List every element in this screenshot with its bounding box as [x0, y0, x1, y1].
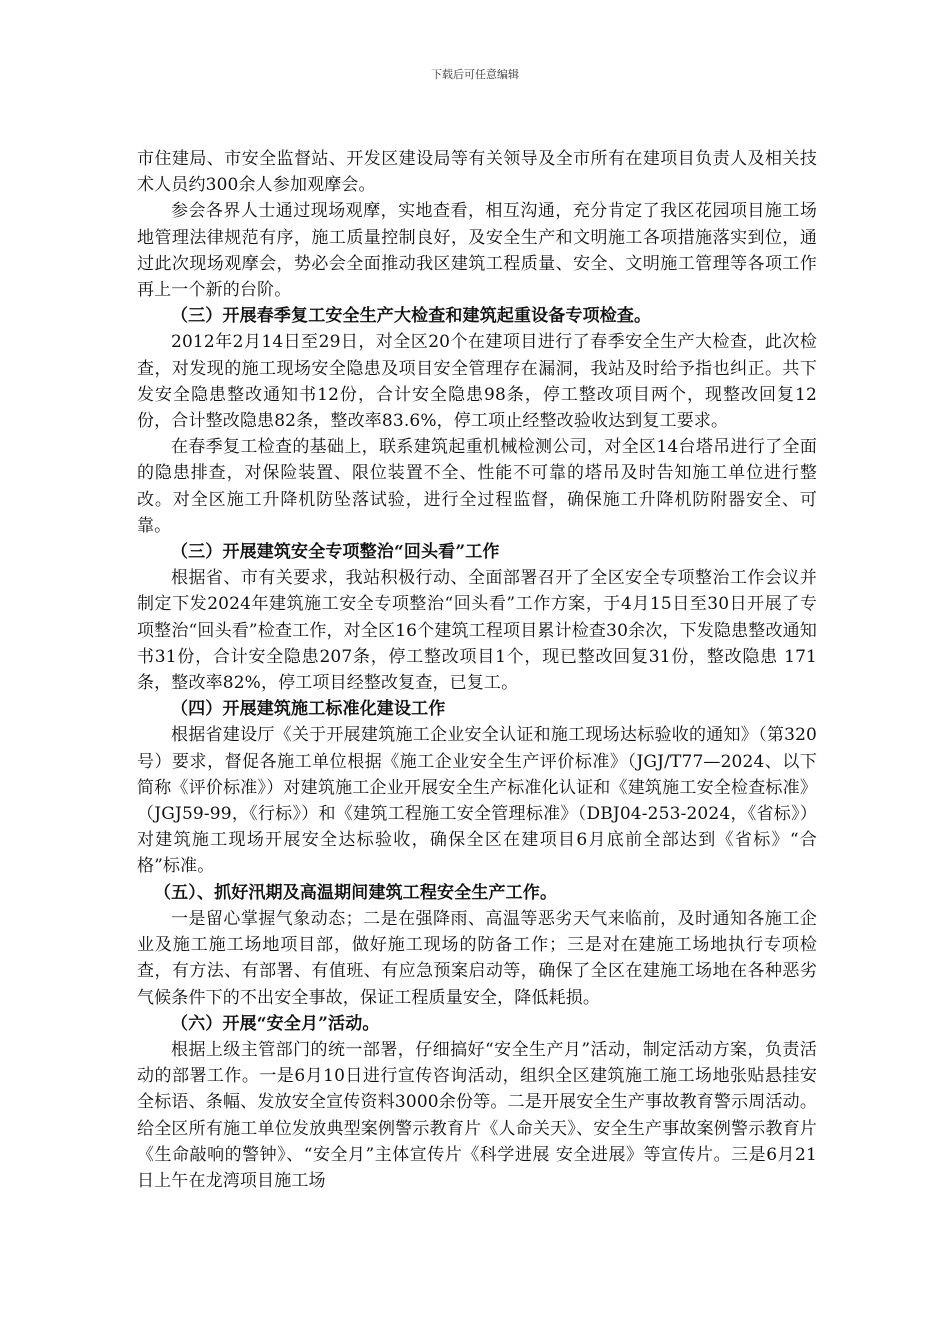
paragraph-spring-inspection: 2012年2月14日至29日，对全区20个在建项目进行了春季安全生产大检查，此次检查，对发现的施工现场安全隐患及项目安全管理存在漏洞，我站及时给予指也纠正。共下发安全隐患整改通知书12份，合计安全隐患98条，停工整改项目两个，现整改回复12份，合计整改隐患82条，整改率83.6%，停工项止经整改验收达到复工要求。 — [137, 332, 817, 432]
paragraph-observation-outcome: 参会各界人士通过现场观摩，实地查看，相互沟通，充分肯定了我区花园项目施工场地管理法律规范有序，施工质量控制良好，及安全生产和文明施工各项措施落实到位，通过此次现场观摩会，势必会全面推动我区建筑工程质量、安全、文明施工管理等各项工作再上一个新的台阶。 — [137, 201, 817, 301]
paragraph-crane-inspection: 在春季复工检查的基础上，联系建筑起重机械检测公司，对全区14台塔吊进行了全面的隐患排查，对保险装置、限位装置不全、性能不可靠的塔吊及时告知施工单位进行整改。对全区施工升降机防坠落试验，进行全过程监督，确保施工升降机防附器安全、可靠。 — [137, 437, 817, 536]
section-heading-standardization: （四）开展建筑施工标准化建设工作 — [171, 699, 446, 720]
paragraph-standardization: 根据省建设厅《关于开展建筑施工企业安全认证和施工现场达标验收的通知》（第320号）要求，督促各施工单位根据《施工企业安全生产评价标准》（JGJ/T77—2024、以下简称《评价标准》）对建筑施工企业开展安全生产标准化认证和《建筑施工安全检查标准》（JGJ59-99，《行标》）和《建筑工程施工安全管理标准》（DBJ04-253-2024，《省标》）对建筑施工现场开展安全达标验收，确保全区在建项目6月底前全部达到《省标》“合格”标准。 — [137, 725, 817, 877]
paragraph-flood-heat: 一是留心掌握气象动态；二是在强降雨、高温等恶劣天气来临前，及时通知各施工企业及施工施工场地项目部，做好施工现场的防备工作；三是对在建施工场地执行专项检查，有方法、有部署、有值班、有应急预案启动等，确保了全区在建施工场地在各种恶劣气候条件下的不出安全事故，保证工程质量安全，降低耗损。 — [137, 908, 817, 1008]
section-heading-flood-heat: （五）、抓好汛期及高温期间建筑工程安全生产工作。 — [154, 882, 558, 903]
paragraph-observation-attendees: 市住建局、市安全监督站、开发区建设局等有关领导及全市所有在建项目负责人及相关技术人员约300余人参加观摩会。 — [137, 149, 817, 196]
section-heading-safety-month: （六）开展“安全月”活动。 — [171, 1013, 380, 1034]
document-body — [137, 146, 817, 1194]
section-heading-look-back: （三）开展建筑安全专项整治“回头看”工作 — [171, 542, 500, 563]
paragraph-look-back: 根据省、市有关要求，我站积极行动、全面部署召开了全区安全专项整治工作会议并制定下发2024年建筑施工安全专项整治“回头看”工作方案，于4月15日至30日开展了专项整治“回头看”检查工作，对全区16个建筑工程项目累计检查30余次，下发隐患整改通知书31份，合计安全隐患207条，停工整改项目1个，现已整改回复31份，整改隐患 171条，整改率82%，停工项目经整改复查，已复工。 — [137, 568, 817, 694]
section-heading-spring-inspection: （三）开展春季复工安全生产大检查和建筑起重设备专项检查。 — [171, 306, 652, 327]
paragraph-safety-month: 根据上级主管部门的统一部署，仔细搞好“安全生产月”活动，制定活动方案，负责活动的部署工作。一是6月10日进行宣传咨询活动，组织全区建筑施工施工场地张贴悬挂安全标语、条幅、发放安全宣传资料3000余份等。二是开展安全生产事故教育警示周活动。给全区所有施工单位发放典型案例警示教育片《人命关天》、安全生产事故案例警示教育片《生命敲响的警钟》、“安全月”主体宣传片《科学进展 安全进展》等宣传片。三是6月21日上午在龙湾项目施工场 — [137, 1039, 817, 1191]
page-header-note: 下载后可任意编辑 — [431, 68, 519, 81]
